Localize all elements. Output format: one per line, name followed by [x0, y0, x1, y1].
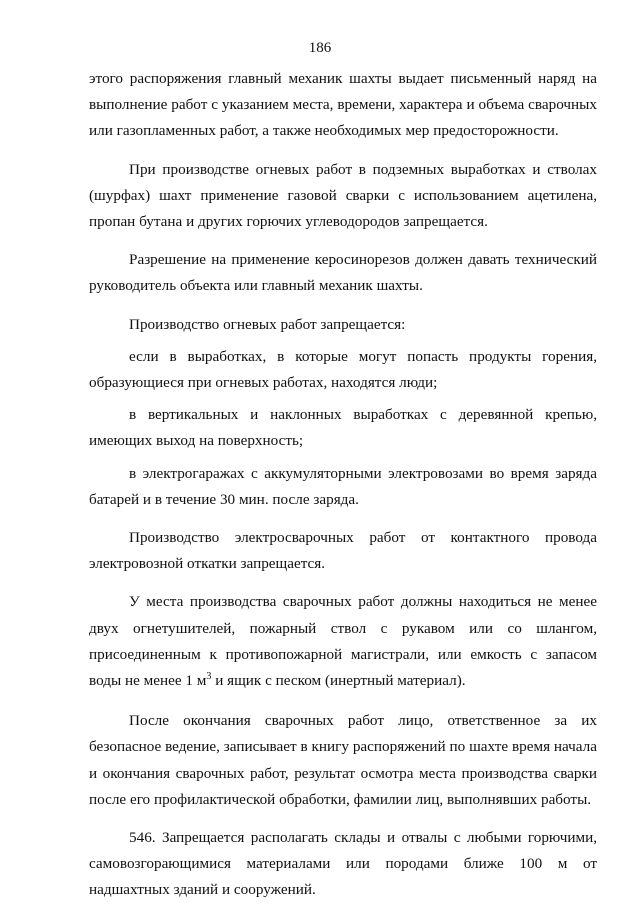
paragraph-after-welding-record: После окончания сварочных работ лицо, ответственное за их безопасное ведение, записывает в книгу распоряжений по шахте время начала и окончания сварочных работ, результат осмотра места производства сварки после его профилактической обработки, фамилии лиц, выполнявших работы. [89, 712, 597, 808]
paragraph-work-order: этого распоряжения главный механик шахты выдает письменный наряд на выполнение работ с указанием места, времени, характера и объема сварочных или газопламенных работ, а также необходимых мер предосторожности. [89, 70, 597, 140]
paragraph-kerosene-cutters: Разрешение на применение керосинорезов должен давать технический руководитель объекта или главный механик шахты. [89, 251, 597, 295]
paragraph-timber-support: в вертикальных и наклонных выработках с деревянной крепью, имеющих выход на поверхность; [89, 406, 597, 450]
paragraph-extinguishers [89, 589, 597, 696]
paragraph-gas-welding-ban: При производстве огневых работ в подземных выработках и стволах (шурфах) шахт применение газовой сварки с использованием ацетилена, пропан бутана и других горючих углеводородов запрещается. [89, 160, 597, 231]
document-body [89, 66, 597, 904]
cubic-superscript: 3 [206, 671, 212, 683]
paragraph-battery-garages: в электрогаражах с аккумуляторными электровозами во время заряда батарей и в течение 30 мин. после заряда. [89, 464, 597, 508]
paragraph-fire-work-prohibited: Производство огневых работ запрещается: [129, 315, 406, 333]
page-number: 186 [308, 40, 332, 56]
extinguisher-text-end: и ящик с песком (инертный материал). [211, 672, 466, 690]
paragraph-contact-wire-welding: Производство электросварочных работ от контактного провода электровозной откатки запрещается. [89, 529, 597, 573]
paragraph-546-storage: 546. Запрещается располагать склады и отвалы с любыми горючими, самовозгорающимися материалами или породами ближе 100 м от надшахтных зданий и сооружений. [89, 829, 597, 899]
extinguisher-text-main: У места производства сварочных работ должны находиться не менее двух огнетушителей, пожарный ствол с рукавом или со шлангом, присоединенным к противопожарной магистрали, или емкость с запасом воды не менее 1 м [89, 593, 597, 690]
paragraph-people-in-workings: если в выработках, в которые могут попасть продукты горения, образующиеся при огневых работах, находятся люди; [89, 347, 597, 392]
